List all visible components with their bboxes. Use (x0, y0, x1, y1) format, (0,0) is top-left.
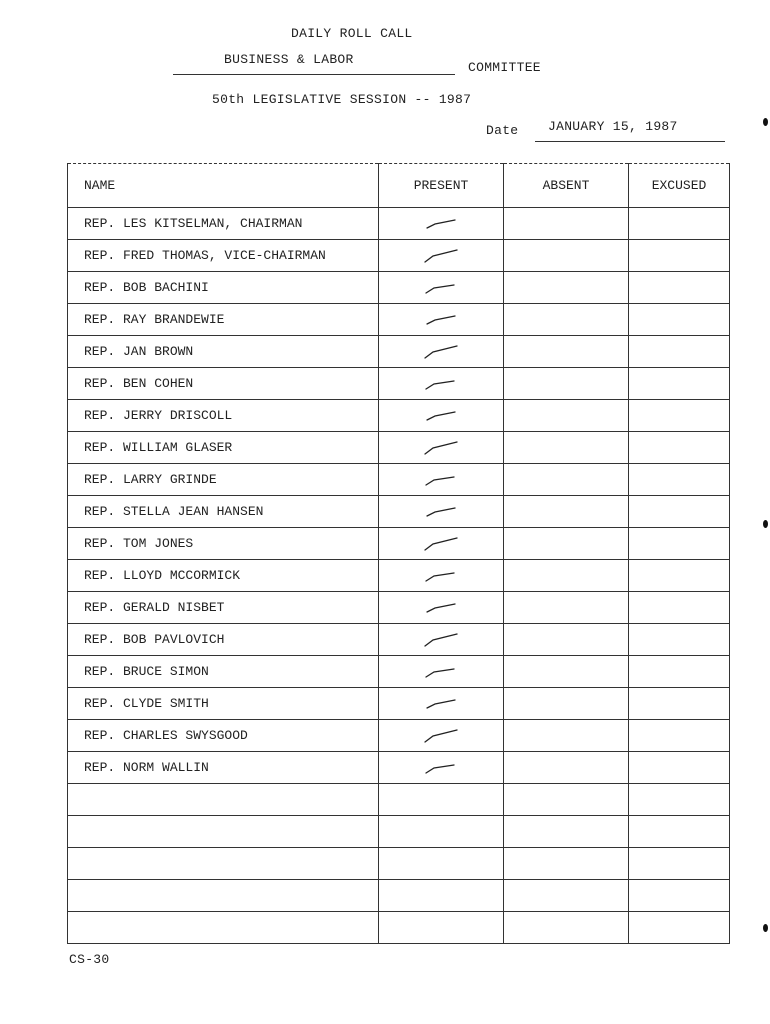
member-name: REP. BRUCE SIMON (68, 656, 379, 688)
absent-cell (504, 912, 629, 944)
excused-cell (629, 784, 730, 816)
present-cell (379, 688, 504, 720)
roll-call-table (67, 163, 730, 944)
member-name (68, 784, 379, 816)
excused-cell (629, 720, 730, 752)
present-cell (379, 848, 504, 880)
present-cell (379, 368, 504, 400)
table-row (68, 720, 730, 752)
table-row (68, 208, 730, 240)
committee-suffix: COMMITTEE (468, 60, 541, 75)
table-row (68, 400, 730, 432)
checkmark-icon (421, 600, 461, 616)
excused-cell (629, 592, 730, 624)
member-name: REP. BOB BACHINI (68, 272, 379, 304)
table-row (68, 528, 730, 560)
absent-cell (504, 848, 629, 880)
excused-cell (629, 752, 730, 784)
absent-cell (504, 400, 629, 432)
checkmark-icon (421, 696, 461, 712)
checkmark-icon (421, 568, 461, 584)
absent-cell (504, 816, 629, 848)
excused-cell (629, 304, 730, 336)
excused-cell (629, 208, 730, 240)
member-name: REP. TOM JONES (68, 528, 379, 560)
date-label: Date (486, 123, 519, 138)
absent-cell (504, 720, 629, 752)
present-cell (379, 816, 504, 848)
excused-cell (629, 240, 730, 272)
table-row (68, 880, 730, 912)
table-row (68, 848, 730, 880)
checkmark-icon (421, 536, 461, 552)
absent-cell (504, 784, 629, 816)
present-cell (379, 624, 504, 656)
form-title: DAILY ROLL CALL (291, 26, 413, 41)
absent-cell (504, 656, 629, 688)
member-name: REP. LARRY GRINDE (68, 464, 379, 496)
table-row (68, 688, 730, 720)
member-name: REP. RAY BRANDEWIE (68, 304, 379, 336)
table-row (68, 432, 730, 464)
table-row (68, 816, 730, 848)
checkmark-icon (421, 280, 461, 296)
absent-cell (504, 304, 629, 336)
table-row (68, 272, 730, 304)
present-cell (379, 464, 504, 496)
excused-cell (629, 432, 730, 464)
table-row (68, 912, 730, 944)
table-row (68, 752, 730, 784)
excused-cell (629, 912, 730, 944)
table-row (68, 624, 730, 656)
roll-call-rows (68, 208, 730, 944)
present-cell (379, 400, 504, 432)
member-name: REP. NORM WALLIN (68, 752, 379, 784)
present-cell (379, 560, 504, 592)
margin-bullet (763, 924, 768, 932)
table-header-row (68, 164, 730, 208)
margin-bullet (763, 520, 768, 528)
table-row (68, 560, 730, 592)
present-cell (379, 592, 504, 624)
present-cell (379, 720, 504, 752)
present-cell (379, 528, 504, 560)
member-name: REP. WILLIAM GLASER (68, 432, 379, 464)
present-cell (379, 656, 504, 688)
absent-cell (504, 432, 629, 464)
table-row (68, 592, 730, 624)
member-name: REP. CLYDE SMITH (68, 688, 379, 720)
session-label: 50th LEGISLATIVE SESSION -- 1987 (212, 92, 472, 107)
date-underline (535, 141, 725, 142)
member-name: REP. JAN BROWN (68, 336, 379, 368)
member-name: REP. JERRY DRISCOLL (68, 400, 379, 432)
present-cell (379, 304, 504, 336)
absent-cell (504, 368, 629, 400)
absent-cell (504, 688, 629, 720)
table-row (68, 240, 730, 272)
form-code: CS-30 (69, 952, 110, 967)
margin-bullet (763, 118, 768, 126)
excused-cell (629, 624, 730, 656)
excused-cell (629, 368, 730, 400)
table-row (68, 656, 730, 688)
checkmark-icon (421, 440, 461, 456)
checkmark-icon (421, 344, 461, 360)
member-name: REP. GERALD NISBET (68, 592, 379, 624)
excused-cell (629, 816, 730, 848)
absent-cell (504, 752, 629, 784)
present-cell (379, 240, 504, 272)
table-row (68, 784, 730, 816)
present-cell (379, 496, 504, 528)
excused-cell (629, 848, 730, 880)
present-cell (379, 272, 504, 304)
column-header-name: NAME (68, 164, 379, 208)
column-header-absent: ABSENT (504, 164, 629, 208)
checkmark-icon (421, 664, 461, 680)
excused-cell (629, 400, 730, 432)
absent-cell (504, 880, 629, 912)
absent-cell (504, 336, 629, 368)
member-name: REP. CHARLES SWYSGOOD (68, 720, 379, 752)
excused-cell (629, 688, 730, 720)
checkmark-icon (421, 248, 461, 264)
member-name: REP. FRED THOMAS, VICE-CHAIRMAN (68, 240, 379, 272)
checkmark-icon (421, 312, 461, 328)
table-row (68, 464, 730, 496)
checkmark-icon (421, 376, 461, 392)
checkmark-icon (421, 472, 461, 488)
member-name: REP. BEN COHEN (68, 368, 379, 400)
present-cell (379, 208, 504, 240)
table-row (68, 304, 730, 336)
excused-cell (629, 656, 730, 688)
checkmark-icon (421, 408, 461, 424)
member-name: REP. BOB PAVLOVICH (68, 624, 379, 656)
checkmark-icon (421, 216, 461, 232)
excused-cell (629, 560, 730, 592)
absent-cell (504, 624, 629, 656)
excused-cell (629, 496, 730, 528)
table-row (68, 496, 730, 528)
excused-cell (629, 272, 730, 304)
present-cell (379, 336, 504, 368)
absent-cell (504, 464, 629, 496)
checkmark-icon (421, 760, 461, 776)
member-name (68, 816, 379, 848)
checkmark-icon (421, 728, 461, 744)
member-name: REP. STELLA JEAN HANSEN (68, 496, 379, 528)
absent-cell (504, 272, 629, 304)
excused-cell (629, 336, 730, 368)
member-name (68, 880, 379, 912)
member-name: REP. LES KITSELMAN, CHAIRMAN (68, 208, 379, 240)
present-cell (379, 880, 504, 912)
committee-underline (173, 74, 455, 75)
absent-cell (504, 240, 629, 272)
table-row (68, 336, 730, 368)
present-cell (379, 784, 504, 816)
checkmark-icon (421, 504, 461, 520)
present-cell (379, 912, 504, 944)
committee-name: BUSINESS & LABOR (224, 52, 354, 67)
absent-cell (504, 208, 629, 240)
date-value: JANUARY 15, 1987 (548, 119, 678, 134)
present-cell (379, 432, 504, 464)
checkmark-icon (421, 632, 461, 648)
column-header-excused: EXCUSED (629, 164, 730, 208)
excused-cell (629, 528, 730, 560)
absent-cell (504, 592, 629, 624)
absent-cell (504, 560, 629, 592)
excused-cell (629, 880, 730, 912)
present-cell (379, 752, 504, 784)
absent-cell (504, 528, 629, 560)
column-header-present: PRESENT (379, 164, 504, 208)
member-name: REP. LLOYD MCCORMICK (68, 560, 379, 592)
excused-cell (629, 464, 730, 496)
member-name (68, 912, 379, 944)
table-row (68, 368, 730, 400)
member-name (68, 848, 379, 880)
absent-cell (504, 496, 629, 528)
